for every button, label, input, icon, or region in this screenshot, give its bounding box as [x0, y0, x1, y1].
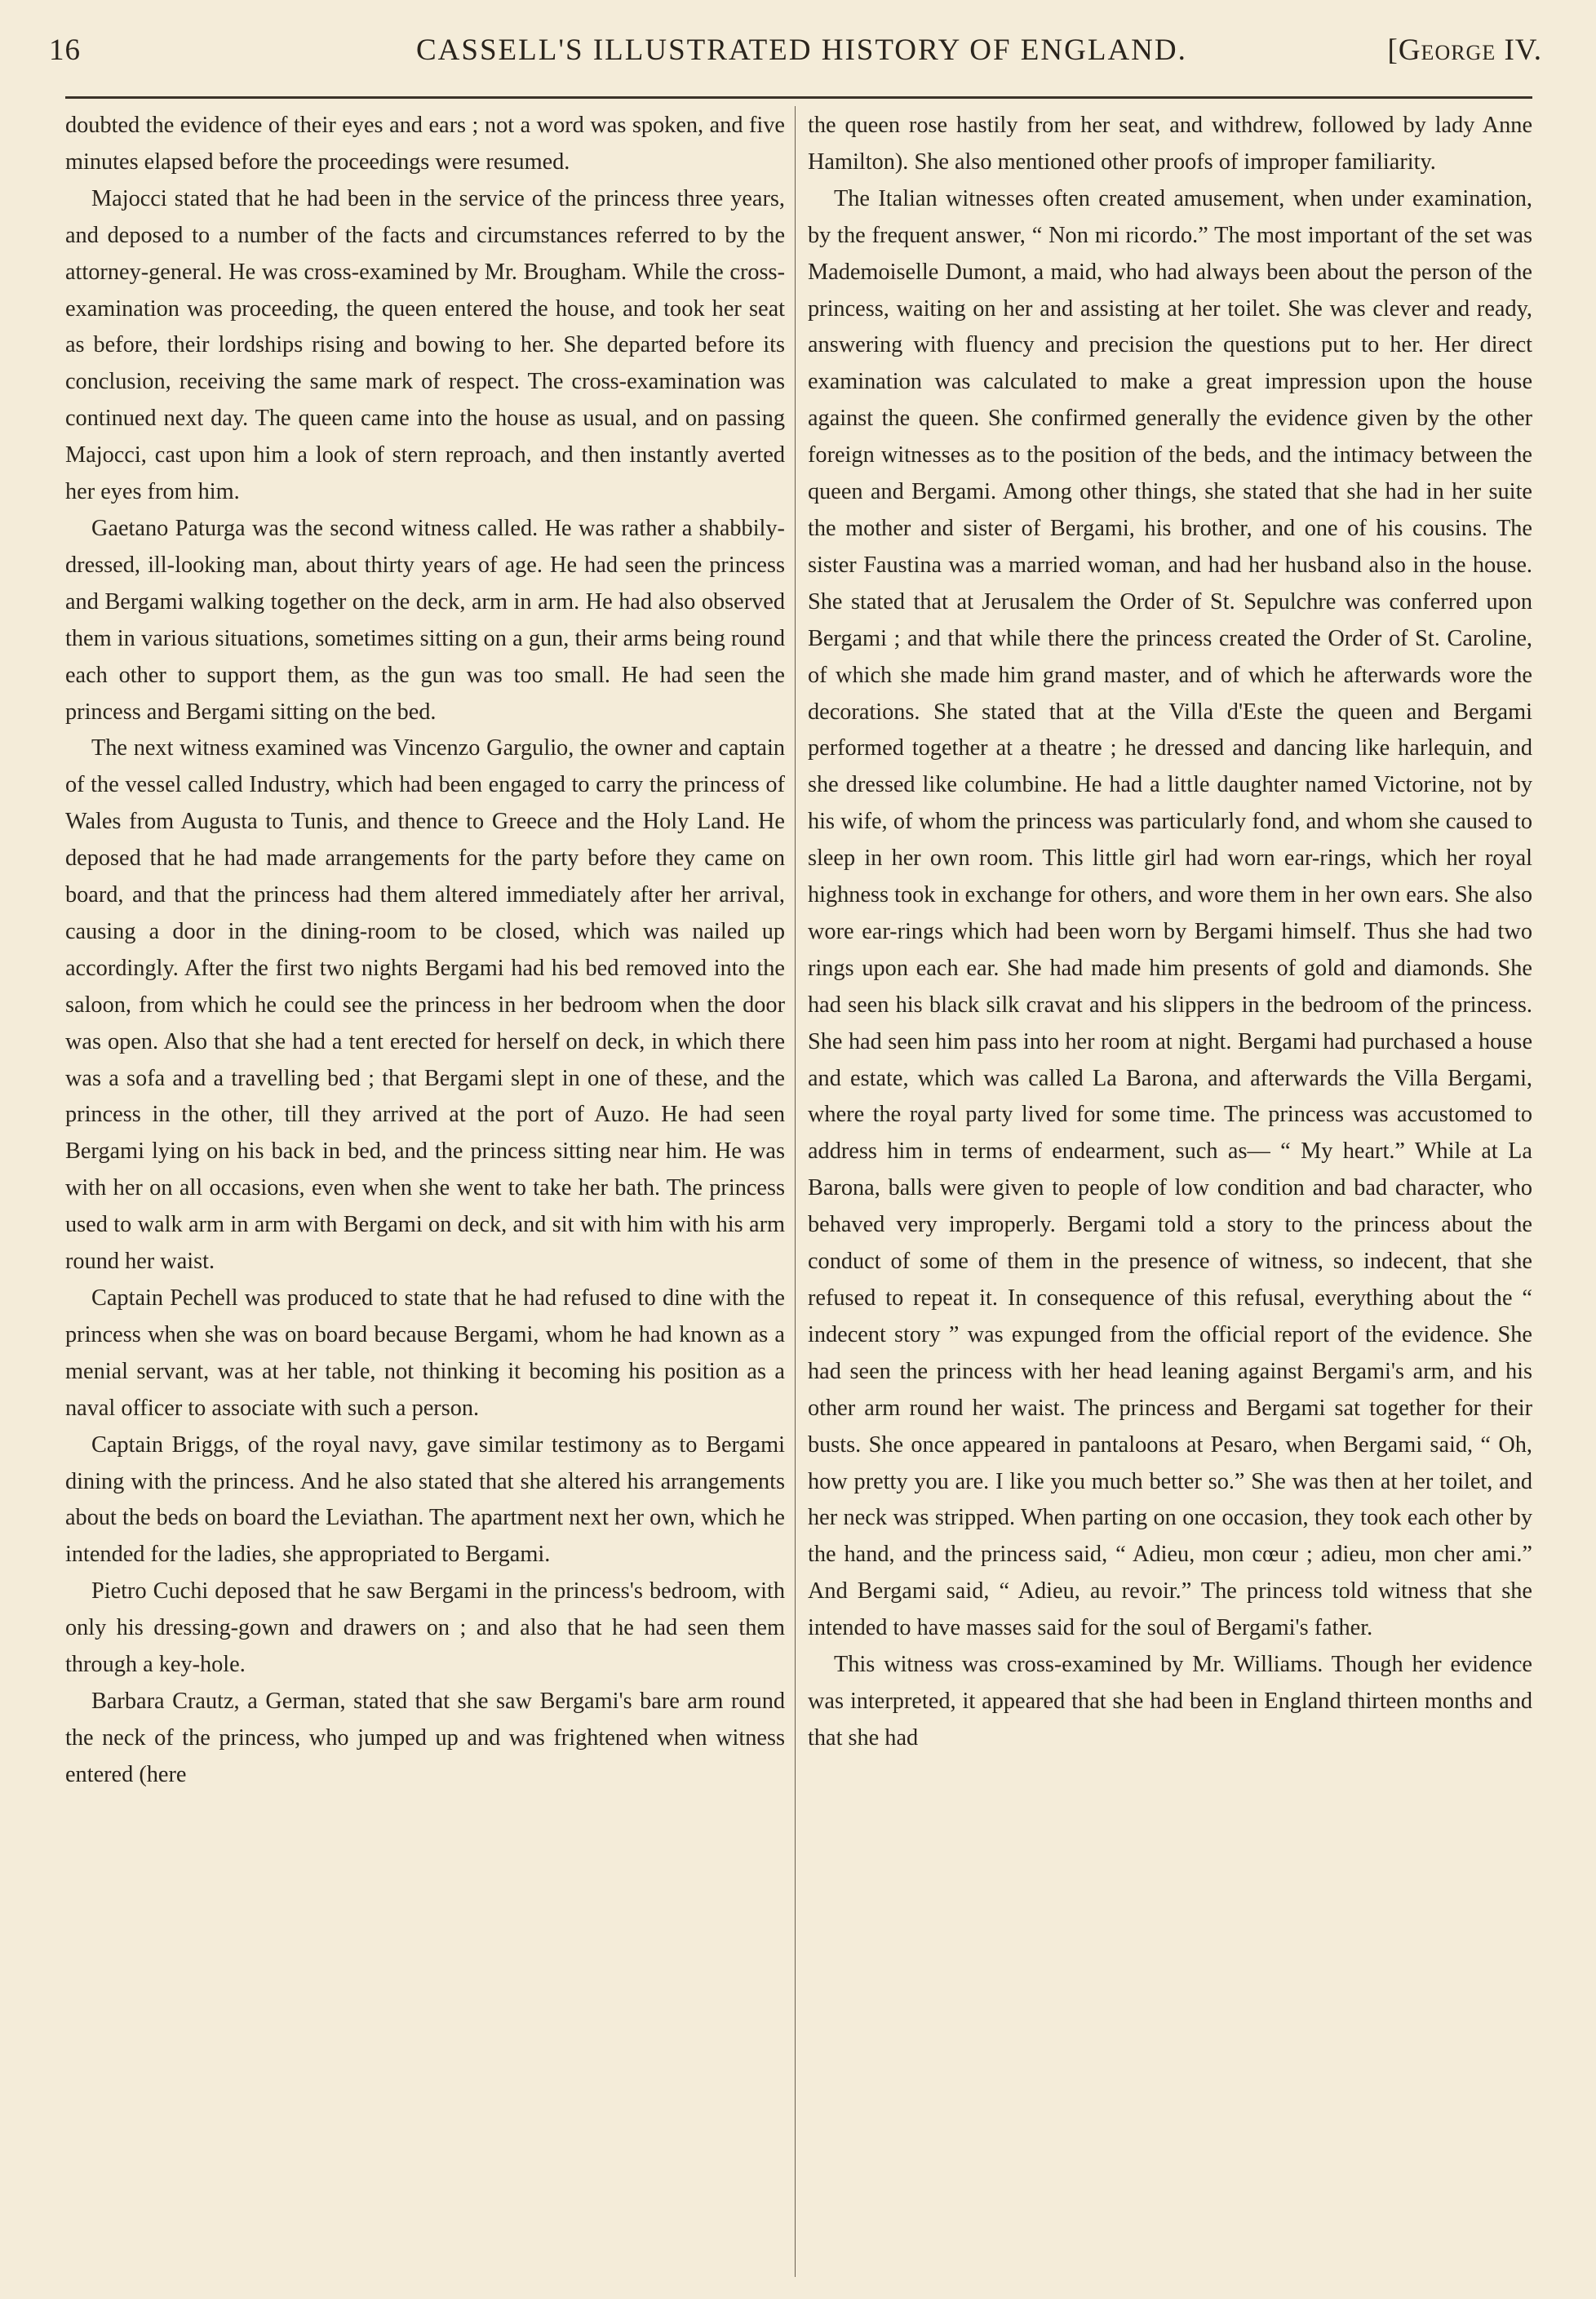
paragraph: Captain Briggs, of the royal navy, gave similar testimony as to Bergami dining with the princess. And he also stated that she altered his arrangements about the beds on board the Leviathan. The apartment next her own, which he intended for the ladies, she appropriated to Bergami.	[65, 1431, 785, 1568]
left-column	[65, 108, 785, 2287]
paragraph: Barbara Crautz, a German, stated that she saw Bergami's bare arm round the neck of the princess, who jumped up and was frightened when witness entered (here	[65, 1688, 785, 1787]
paragraph: Gaetano Paturga was the second witness called. He was rather a shabbily-dressed, ill-looking man, about thirty years of age. He had seen the princess and Bergami walking together on the deck, arm in arm. He had also observed them in various situations, sometimes sitting on a gun, their arms being round each other to support them, as the gun was too small. He had seen the princess and Bergami sitting on the bed.	[65, 515, 785, 725]
paragraph: The Italian witnesses often created amusement, when under examination, by the frequent answer, “ Non mi ricordo.” The most important of the set was Mademoiselle Dumont, a maid, who had always been about the person of the princess, waiting on her and assisting at her toilet. She was clever and ready, answering with fluency and precision the questions put to her. Her direct examination was calculated to make a great impression upon the house against the queen. She confirmed generally the evidence given by the other foreign witnesses as to the position of the beds, and the intimacy between the queen and Bergami. Among other things, she stated that she had in her suite the mother and sister of Bergami, his brother, and one of his cousins. The sister Faustina was a married woman, and had her husband also in the house. She stated that at Jerusalem the Order of St. Sepulchre was conferred upon Bergami ; and that while there the princess created the Order of St. Caroline, of which she made him grand master, and of which he afterwards wore the decorations. She stated that at the Villa d'Este the queen and Bergami performed together at a theatre ; he dressed and dancing like harlequin, and she dressed like columbine. He had a little daughter named Victorine, not by his wife, of whom the princess was particularly fond, and whom she caused to sleep in her own room. This little girl had worn ear-rings, which her royal highness took in exchange for others, and wore them in her own ears. She also wore ear-rings which had been worn by Bergami himself. Thus she had two rings upon each ear. She had made him presents of gold and diamonds. She had seen his black silk cravat and his slippers in the bedroom of the princess. She had seen him pass into her room at night. Bergami had purchased a house and estate, which was called La Barona, and afterwards the Villa Bergami, where the royal party lived for some time. The princess was accustomed to address him in terms of endearment, such as— “ My heart.” While at La Barona, balls were given to people of low condition and bad character, who behaved very improperly. Bergami told a story to the princess about the conduct of some of them in the presence of witness, so indecent, that she refused to repeat it. In consequence of this refusal, everything about the “ indecent story ” was expunged from the official report of the evidence. She had seen the princess with her head leaning against Bergami's arm, and his other arm round her waist. The princess and Bergami sat together for their busts. She once appeared in pantaloons at Pesaro, when Bergami said, “ Oh, how pretty you are. I like you much better so.” She was then at her toilet, and her neck was stripped. When parting on one occasion, they took each other by the hand, and the princess said, “ Adieu, mon cœur ; adieu, mon cher ami.” And Bergami said, “ Adieu, au revoir.” The princess told witness that she intended to have masses said for the soul of Bergami's father.	[808, 185, 1532, 1641]
right-column	[808, 108, 1532, 2287]
paragraph: doubted the evidence of their eyes and ears ; not a word was spoken, and five minutes elapsed before the proceedings were resumed.	[65, 113, 785, 175]
paragraph: The next witness examined was Vincenzo Gargulio, the owner and captain of the vessel called Industry, which had been engaged to carry the princess of Wales from Augusta to Tunis, and thence to Greece and the Holy Land. He deposed that he had made arrangements for the party before they came on board, and that the princess had them altered immediately after her arrival, causing a door in the dining-room to be closed, which was nailed up accordingly. After the first two nights Bergami had his bed removed into the saloon, from which he could see the princess in her bedroom when the door was open. Also that she had a tent erected for herself on deck, in which there was a sofa and a travelling bed ; that Bergami slept in one of these, and the princess in the other, till they arrived at the port of Auzo. He had seen Bergami lying on his back in bed, and the princess sitting near him. He was with her on all occasions, even when she went to take her bath. The princess used to walk arm in arm with Bergami on deck, and sit with him with his arm round her waist.	[65, 735, 785, 1275]
paragraph: Majocci stated that he had been in the service of the princess three years, and deposed to a number of the facts and circumstances referred to by the attorney-general. He was cross-examined by Mr. Brougham. While the cross-examination was proceeding, the queen entered the house, and took her seat as before, their lordships rising and bowing to her. She departed before its conclusion, receiving the same mark of respect. The cross-examination was continued next day. The queen came into the house as usual, and on passing Majocci, cast upon him a look of stern reproach, and then instantly averted her eyes from him.	[65, 185, 785, 505]
paragraph: Pietro Cuchi deposed that he saw Bergami in the princess's bedroom, with only his dressing-gown and drawers on ; and also that he had seen them through a key-hole.	[65, 1578, 785, 1678]
paragraph: This witness was cross-examined by Mr. Williams. Though her evidence was interpreted, it appeared that she had been in England thirteen months and that she had	[808, 1652, 1532, 1751]
page-number: 16	[49, 33, 81, 67]
paragraph: Captain Pechell was produced to state that he had refused to dine with the princess when she was on board because Bergami, whom he had known as a menial servant, was at her table, not thinking it becoming his position as a naval officer to associate with such a person.	[65, 1285, 785, 1421]
paragraph: the queen rose hastily from her seat, and withdrew, followed by lady Anne Hamilton). She also mentioned other proofs of improper familiarity.	[808, 113, 1532, 175]
section-label: [George IV.	[1387, 33, 1542, 67]
running-header	[49, 33, 1542, 82]
header-rule	[65, 96, 1532, 99]
column-divider	[795, 106, 796, 2277]
running-title: CASSELL'S ILLUSTRATED HISTORY OF ENGLAND.	[416, 33, 1187, 67]
